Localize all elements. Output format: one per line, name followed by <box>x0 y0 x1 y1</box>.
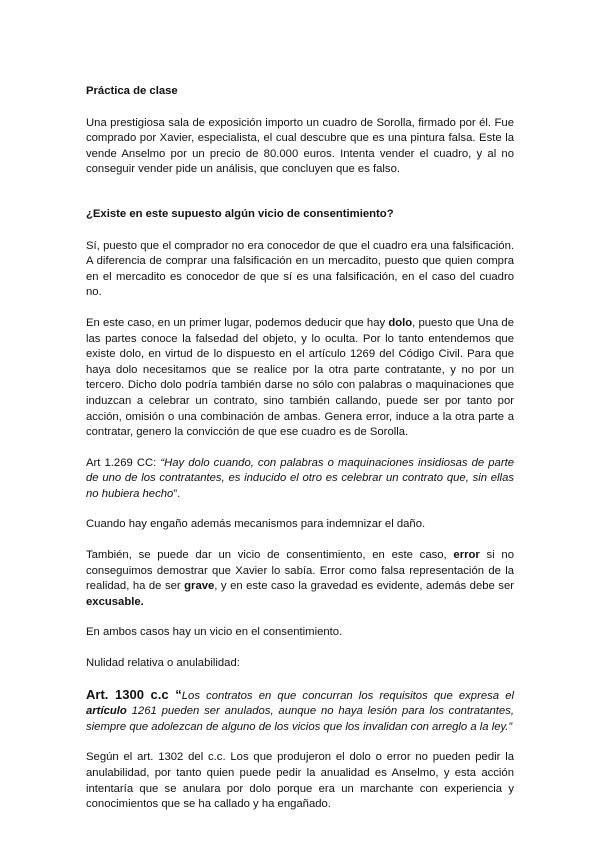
p5-bold-error: error <box>453 549 480 562</box>
p8-quote-1: Los contratos en que concurran los requisitos que expresa el <box>181 689 515 702</box>
intro-paragraph: Una prestigiosa sala de exposición importo un cuadro de Sorolla, firmado por él. Fue comprado por Xavier, especialista, el cual descubre que es una pintura falsa. Este la vende Anselmo por un precio de 80.000 euros. Intenta vender el cuadro, y al no conseguir vender pide un análisis, que concluyen que es falso. <box>86 116 514 176</box>
p3-quote: “Hay dolo cuando, con palabras o maquinaciones insidiosas de parte de uno de los contratantes, es inducido el otro es celebrar un contrato que, sin ellas no hubiera hecho <box>86 456 515 500</box>
p5-text-1: También, se puede dar un vicio de consentimiento, en este caso, <box>86 549 454 562</box>
answer-paragraph-1: Sí, puesto que el comprador no era conocedor de que el cuadro era una falsificación. A diferencia de comprar una falsificación en un mercadito, puesto que quien compra en el mercadito es conocedor de que sí es una falsificación, en el caso del cuadro no. <box>86 239 514 299</box>
p5-text-3: , y en este caso la gravedad es evidente, además debe ser <box>214 580 514 593</box>
question-heading: ¿Existe en este supuesto algún vicio de consentimiento? <box>86 207 394 220</box>
p8-quote-2: 1261 pueden ser anulados, aunque no haya lesión para los contratantes, siempre que adolezcan de alguno de los vicios que los invalidan con arreglo a la ley.” <box>86 705 514 733</box>
p3-suffix: ”. <box>173 487 181 500</box>
p3-prefix: Art 1.269 CC: <box>86 456 161 469</box>
p8-lead: Art. 1300 c.c “ <box>86 686 182 702</box>
p2-text-after: , puesto que Una de las partes conoce la falsedad del objeto, y lo oculta. Por lo tanto entendemos que existe dolo, en virtud de lo dispuesto en el artículo 1269 del Código Civil. Para que haya dolo necesitamos que se realice por la otra parte contratante, y no por un tercero. Dicho dolo podría también darse no sólo con palabras o maquinaciones que induzcan a celebrar un contrato, sino también callando, puede ser por tanto por acción, omisión o una combinación de ambas. Genera error, induce a la otra parte a contratar, genero la convicción de que ese cuadro es de Sorolla. <box>86 316 514 439</box>
answer-paragraph-9: Según el art. 1302 del c.c. Los que produjeron el dolo o error no pueden pedir la anulabilidad, por tanto quien puede pedir la anualidad es Anselmo, y esta acción intentaría que se anulara por dolo porque era un marchante con experiencia y conocimientos que se ha callado y ha engañado. <box>86 751 514 811</box>
p2-bold-dolo: dolo <box>388 316 413 329</box>
p2-text-before: En este caso, en un primer lugar, podemos deducir que hay <box>86 316 389 329</box>
answer-paragraph-4: Cuando hay engaño además mecanismos para indemnizar el daño. <box>86 518 426 531</box>
p5-bold-excusable: excusable. <box>86 595 144 608</box>
answer-paragraph-6: En ambos casos hay un vicio en el consentimiento. <box>86 626 343 639</box>
p5-text-2: si no conseguimos demostrar que Xavier lo sabía. Error como falsa representación de la realidad, ha de ser <box>86 549 514 593</box>
p8-quote-bold: artículo <box>86 705 127 718</box>
article-1300-quote <box>86 687 514 736</box>
answer-paragraph-5 <box>86 548 514 610</box>
article-1269-quote <box>86 456 514 503</box>
p5-bold-grave: grave <box>184 580 215 593</box>
document-page <box>86 84 514 813</box>
document-title: Práctica de clase <box>86 85 178 97</box>
answer-paragraph-2 <box>86 316 514 441</box>
answer-paragraph-7: Nulidad relativa o anulabilidad: <box>86 657 240 670</box>
